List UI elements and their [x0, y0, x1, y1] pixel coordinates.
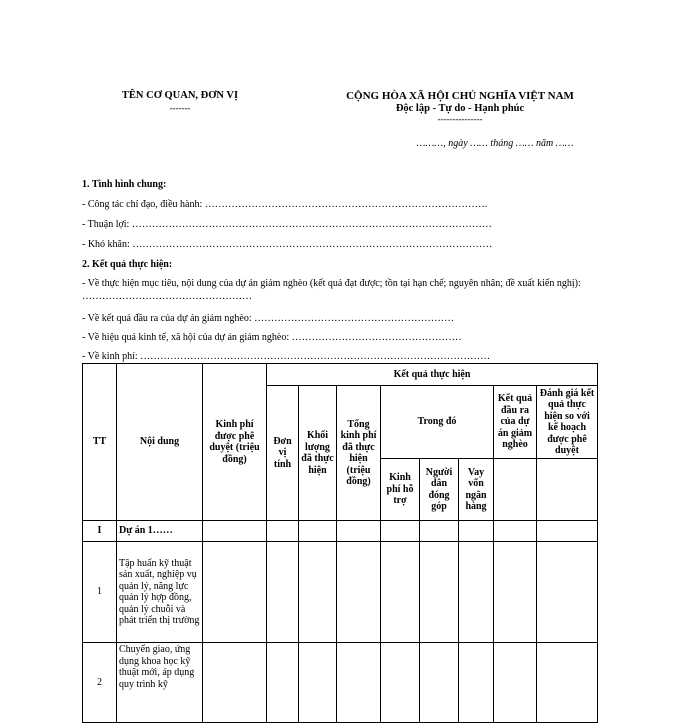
nation-title: CỘNG HÒA XÃ HỘI CHỦ NGHĨA VIỆT NAM [346, 90, 574, 102]
table-row [83, 521, 598, 542]
motto-underline: --------------- [437, 114, 483, 124]
header-volume: Khối lượng đã thực hiện [299, 386, 337, 521]
header-total-spent: Tổng kinh phí đã thực hiện (triệu đồng) [337, 386, 381, 521]
results-table [82, 363, 598, 723]
section-2-item: - Về kết quả đầu ra của dự án giảm nghèo: …………………………………………………… [82, 313, 455, 324]
row-tt: 2 [83, 643, 117, 723]
header-content: Nội dung [117, 364, 203, 521]
header-output: Kết quả đầu ra của dự án giảm nghèo [494, 386, 537, 459]
header-unit: Đơn vị tính [267, 386, 299, 521]
empty-cell [494, 459, 537, 521]
row-content: Chuyển giao, ứng dụng khoa học kỹ thuật mới, áp dụng quy trình kỹ [117, 643, 203, 723]
section-1-title: 1. Tình hình chung: [82, 179, 167, 190]
header-approved-budget: Kinh phí được phê duyệt (triệu đồng) [203, 364, 267, 521]
row-tt: I [83, 521, 117, 542]
section-2-title: 2. Kết quả thực hiện: [82, 259, 173, 270]
section-1-item: - Thuận lợi: ……………………………………………………………………………………………… [82, 219, 492, 230]
header-results-group: Kết quả thực hiện [267, 364, 598, 386]
table-row [83, 643, 598, 723]
row-tt: 1 [83, 542, 117, 643]
section-1-item: - Khó khăn: ……………………………………………………………………………………………… [82, 239, 493, 250]
empty-cell [537, 459, 598, 521]
row-content: Tập huấn kỹ thuật sản xuất, nghiệp vụ quản lý, năng lực quản lý hợp đồng, quản lý chuỗi và phát triển thị trường [117, 542, 203, 643]
header-bank-loan: Vay vốn ngân hàng [459, 459, 494, 521]
header-of-which-group: Trong đó [381, 386, 494, 459]
header-support-budget: Kinh phí hỗ trợ [381, 459, 420, 521]
table-row [83, 542, 598, 643]
date-line: ………, ngày …… tháng …… năm …… [416, 138, 574, 149]
organization-underline: ------- [169, 103, 191, 113]
section-2-item: - Về hiệu quả kinh tế, xã hội của dự án giảm nghèo: …………………………………………… [82, 332, 462, 343]
header-evaluation: Đánh giá kết quả thực hiện so với kế hoạch được phê duyệt [537, 386, 598, 459]
section-2-item: - Về thực hiện mục tiêu, nội dung của dự án giảm nghèo (kết quả đạt được; tồn tại hạn chế; nguyên nhân; đề xuất kiến nghị): …………………………………………… [82, 278, 581, 302]
section-2-item: - Về kinh phí: …………………………………………………………………………………………… [82, 351, 491, 362]
organization-name: TÊN CƠ QUAN, ĐƠN VỊ [121, 90, 239, 101]
section-1-item: - Công tác chỉ đạo, điều hành: …………………………………………………………………………. [82, 199, 488, 210]
header-people-contribution: Người dân đóng góp [420, 459, 459, 521]
nation-motto: Độc lập - Tự do - Hạnh phúc [395, 103, 525, 114]
row-content: Dự án 1…… [117, 521, 203, 542]
header-tt: TT [83, 364, 117, 521]
